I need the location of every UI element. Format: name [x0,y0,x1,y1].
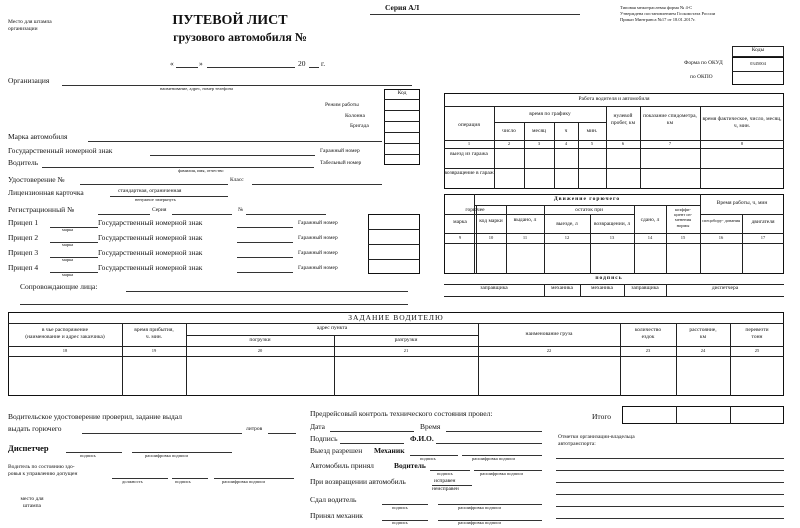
work-mode-label: Режим работы [325,102,359,108]
organization-hint: наименование, адрес, номер телефона [160,86,233,91]
task-num23: 23 [645,348,651,353]
liters-label: литров [246,426,263,432]
task-num24: 24 [700,348,706,353]
work-operation: операция [458,122,480,128]
form-info: Типовая межотраслевая форма № 4-С Утверждена постановлением Госкомстата России Приказ Минтранса №17 от 18.01.2017г. [620,5,716,23]
driver-ok-label: Водитель по состоянию здо- ровья к управлению допущен [8,464,78,477]
codes-divider [732,71,784,72]
work-minutes: мин. [586,128,598,134]
return-working: исправен [434,478,456,484]
exit-decode-hint: расшифровка подписи [472,456,515,461]
fuel-handed: сдано, л [640,217,660,223]
notes-line3[interactable] [556,482,784,483]
tab-number-label: Табельный номер [320,160,362,166]
handed-driver-label: Сдал водитель [310,495,357,504]
year-prefix: 20 [298,59,306,68]
title-line2: грузового автомобиля № [173,30,307,44]
certificate-line[interactable] [80,184,228,185]
trailer4-brand-hint: марка [62,272,74,277]
notes-line4[interactable] [556,494,784,495]
f-v0 [474,194,475,274]
trailer2-label: Прицеп 2 [8,233,39,242]
time-label: Время [420,422,441,431]
fuel-remainder: остаток при [575,207,603,213]
trailer1-garage-label: Гаражный номер [298,220,338,226]
fuel-issued: выдано, л [513,217,537,223]
okpo-label: по ОКПО [690,74,713,80]
task-title: ЗАДАНИЕ ВОДИТЕЛЮ [348,313,444,322]
escort-line2[interactable] [20,304,408,305]
work-return: возвращение в гараж [444,170,494,176]
class-line[interactable] [252,184,382,185]
w-h3 [444,148,784,149]
date-day-line [176,67,198,68]
sig-mechanic2: механика [591,285,613,291]
position-hint: должность [122,479,143,484]
f-h1a [444,214,544,215]
fuel-num11: 11 [522,235,528,240]
work-num6: 6 [621,141,625,146]
code-div5 [384,143,420,144]
organization-line[interactable] [62,85,412,86]
trailer1-brand-hint: марка [62,227,74,232]
reg-no-line[interactable] [246,214,326,215]
trailer1-label: Прицеп 1 [8,218,39,227]
accepted-decode-hint: расшифровка подписи [458,520,501,525]
title-line1: ПУТЕВОЙ ЛИСТ [172,13,288,28]
date-label: Дата [310,422,325,431]
fio-line[interactable] [436,443,542,444]
fio-label: Ф.И.О. [410,434,434,443]
car-brand-label: Марка автомобиля [8,132,68,141]
task-total-box [622,406,784,424]
notes-line2[interactable] [556,470,784,471]
work-table [444,93,784,189]
work-num8: 8 [740,141,744,146]
trailer3-brand-line[interactable] [50,257,98,258]
trailer3-label: Прицеп 3 [8,248,39,257]
work-odometer: показание спидометра, км [643,113,697,126]
fuel-num9: 9 [458,235,462,240]
work-num3: 3 [537,141,541,146]
fuel-num16: 16 [718,235,724,240]
state-number-label: Государственный номерной знак [8,146,113,155]
code-div6 [384,154,420,155]
sig-dispatcher: диспетчера [711,285,739,291]
task-arrival: время прибытия, ч. мин. [134,327,174,340]
escort-label: Сопровождающие лица: [20,282,98,291]
f-h3 [444,243,784,244]
return-broken: неисправен [432,486,459,492]
fuel-num10: 10 [488,235,494,240]
f-h1c [700,214,784,215]
brigade-label: Бригада [350,123,369,129]
trailer3-garage-label: Гаражный номер [298,250,338,256]
fuel-num17: 17 [760,235,766,240]
notes-line6[interactable] [556,518,784,519]
fuel-brand: марка [453,219,467,225]
okud-value: 0345004 [750,61,766,66]
notes-line1[interactable] [556,458,784,459]
car-accepted-label: Автомобиль принял [310,461,374,470]
fuel-issue-label: выдать горючего [8,424,62,433]
task-num22: 22 [546,348,552,353]
date-year-line [309,67,319,68]
series: Серия АЛ [385,3,420,12]
tg-div1 [368,229,420,230]
task-table [8,312,784,396]
t-h1 [8,346,784,347]
work-month: месяц [532,128,546,134]
trailer4-garage-label: Гаражный номер [298,265,338,271]
checked-label: Водительское удостоверение проверил, задание выдал [8,412,182,421]
fuel-num14: 14 [647,235,653,240]
task-num19: 19 [151,348,157,353]
sig-refueler: заправщика [480,285,508,291]
column-label: Колонна [345,113,365,119]
trailer2-brand-hint: марка [62,242,74,247]
fuel-exit: выезде, л [556,221,578,227]
dispatcher-label: Диспетчер [8,443,49,453]
task-total-label: Итого [592,412,611,421]
task-address: адрес пункта [316,325,348,331]
fuel-num15: 15 [680,235,686,240]
code-div1 [384,99,420,100]
work-num4: 4 [564,141,568,146]
t-v3 [334,335,335,396]
return-car-label: При возвращении автомобиль [310,477,406,486]
code-div4 [384,132,420,133]
car-accepted-driver: Водитель [394,461,426,470]
t-v2 [186,323,187,396]
sig-line-bottom [444,296,784,297]
handed-decode-hint: расшифровка подписи [458,505,501,510]
total-v2 [730,406,731,424]
sig-refueler2: заправщика [631,285,659,291]
trailer3-state-label: Государственный номерной знак [98,248,203,257]
task-num21: 21 [403,348,409,353]
driver-ok-decode-hint: расшифровка подписи [222,479,265,484]
liters-line[interactable] [268,433,296,434]
okud-label: Форма по ОКУД [684,60,723,66]
sign-line[interactable] [340,443,404,444]
code-div2 [384,110,420,111]
fuel-return: возвращении, л [593,221,631,227]
task-loading: погрузки [249,337,271,343]
pretrip-label: Предрейсовый контроль технического состояния провел: [310,409,493,418]
trailer1-state-line[interactable] [237,227,293,228]
fuel-num13: 13 [609,235,615,240]
fuel-engine: двигателя [751,219,775,225]
t-h-address [186,335,478,336]
code-label: Код [397,90,407,96]
garage-number-label: Гаражный номер [320,148,360,154]
date-quote-close: » [199,59,203,68]
reg-series-label: Серия [152,207,167,213]
date-line[interactable] [330,431,414,432]
work-actual: время фактическое, число, месяц, ч, мин. [702,116,782,129]
task-trips: количество ездок [634,327,662,340]
work-zero-run: нулевой пробег, км [610,113,636,126]
dispatcher-sign-hint: подпись [80,453,96,458]
trailer2-state-line[interactable] [237,242,293,243]
time-line[interactable] [446,431,542,432]
fuel-coef: коэффи- циент из- менения нормы [674,207,692,228]
trailer2-brand-line[interactable] [50,242,98,243]
trailer2-garage-label: Гаражный номер [298,235,338,241]
driver-ok-sign-hint: подпись [175,479,191,484]
trailer3-state-line[interactable] [237,257,293,258]
work-num5: 5 [590,141,594,146]
date-month-line [207,67,295,68]
sign-label: Подпись [310,434,338,443]
fuel-title: Движение горючего [553,196,621,202]
work-title-line [444,106,784,107]
notes-line5[interactable] [556,506,784,507]
f-h1b [544,214,634,215]
reg-number-label: Регистрационный № [8,205,75,214]
work-hours: ч [564,128,568,134]
task-num18: 18 [62,348,68,353]
series-underline [370,14,580,15]
task-num25: 25 [754,348,760,353]
w-h1 [494,122,606,123]
task-customer: в чье распоряжение (наименование и адрес заказчика) [25,327,105,340]
class-label: Класс [230,177,244,183]
task-transport: перевезти тонн [745,327,769,340]
reg-no-label: № [238,207,244,213]
w-h4 [444,168,784,169]
work-num2: 2 [507,141,511,146]
driver-hint: фамилия, имя, отчество [178,168,224,173]
task-unloading: разгрузки [394,337,418,343]
total-v1 [676,406,677,424]
license-card-label: Лицензионная карточка [8,188,84,197]
t-h2 [8,356,784,357]
fuel-fuel: горючее [465,207,485,213]
trailer4-state-line[interactable] [237,272,293,273]
codes-label: Коды [751,47,765,53]
date-quote-open: « [170,59,174,68]
w-h2 [444,140,784,141]
trailer1-brand-line[interactable] [50,227,98,228]
tg-div3 [368,259,420,260]
exit-sign-hint: подпись [420,456,436,461]
accepted-sign-hint: подпись [392,520,408,525]
task-title-line [8,323,784,324]
trailer2-state-label: Государственный номерной знак [98,233,203,242]
trailer4-label: Прицеп 4 [8,263,39,272]
license-value: стандартная, ограниченная [118,188,182,194]
reg-number-line[interactable] [98,214,150,215]
driver-label: Водитель [8,158,39,167]
work-num1: 1 [467,141,471,146]
work-exit: выезд из гаража [450,151,488,157]
org-notes-label: Отметки организации-владельца автотранспорта: [558,434,635,447]
license-hint: ненужное зачеркнуть [135,197,176,202]
handed-sign-hint: подпись [392,505,408,510]
fuel-work-time: Время работы, ч, мин [716,200,768,206]
trailer3-brand-hint: марка [62,257,74,262]
exit-mechanic-label: Механик [374,446,405,455]
code-div3 [384,121,420,122]
bottom-stamp-place: место для штампа [20,496,44,509]
fuel-special: спецобору- дования [701,218,741,223]
state-number-line[interactable] [150,155,315,156]
escort-line[interactable] [126,291,408,292]
accepted-mechanic-label: Принял механик [310,511,363,520]
trailer4-state-label: Государственный номерной знак [98,263,203,272]
car-brand-line[interactable] [88,141,382,142]
dispatcher-decode-hint: расшифровка подписи [145,453,188,458]
tg-div2 [368,244,420,245]
fuel-issue-line[interactable] [82,433,242,434]
trailer4-brand-line[interactable] [50,272,98,273]
task-distance: расстояние, км [689,327,717,340]
fuel-code: код марки [479,218,503,224]
stamp-place: Место для штампа организации [8,19,52,32]
accept-decode-hint: расшифровка подписи [480,471,523,476]
organization-label: Организация [8,76,50,85]
exit-allowed-label: Выезд разрешен [310,446,363,455]
work-day: число [502,128,516,134]
sig-mechanic: механика [551,285,573,291]
year-letter: г. [321,59,326,68]
work-title: Работа водителя и автомобиля [578,96,650,102]
f-h2 [444,233,784,234]
fuel-num12: 12 [564,235,570,240]
work-by-schedule: время по графику [529,111,571,117]
sig-title: подпись [595,275,623,281]
certificate-label: Удостоверение № [8,175,65,184]
accept-sign-hint: подпись [437,471,453,476]
work-num7: 7 [668,141,672,146]
trailer1-state-label: Государственный номерной знак [98,218,203,227]
reg-series-line[interactable] [172,214,232,215]
task-num20: 20 [257,348,263,353]
task-cargo: наименование груза [525,331,573,337]
